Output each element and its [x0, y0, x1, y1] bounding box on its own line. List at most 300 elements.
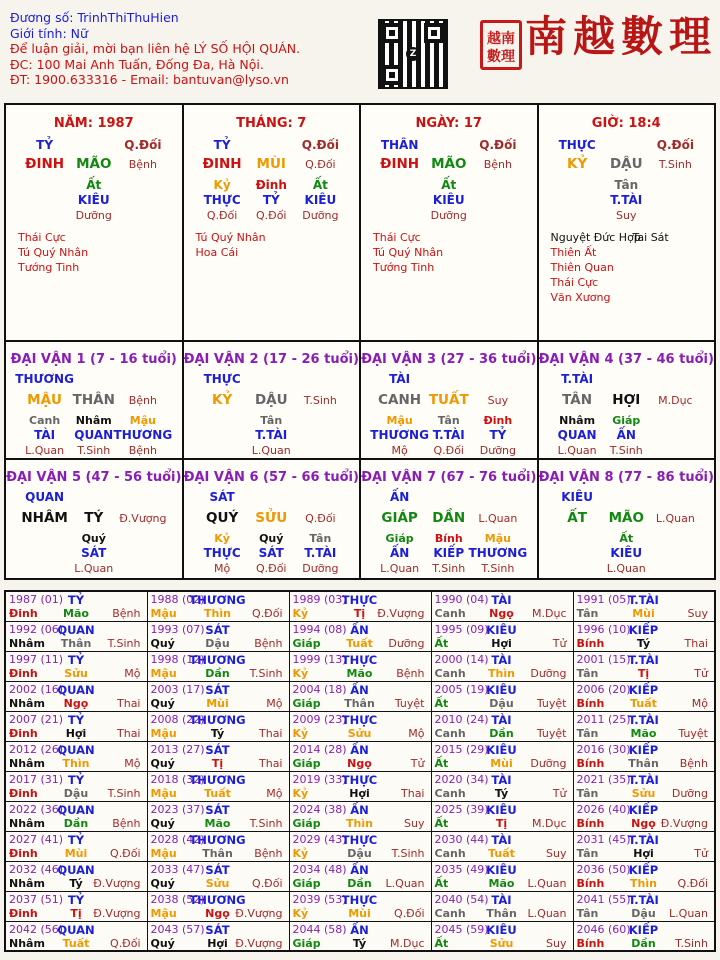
- pillar-star: Thái Cực: [18, 231, 66, 244]
- qr-center-glyph: Z: [406, 47, 420, 61]
- annual-cell[interactable]: [5, 801, 147, 831]
- annual-cell[interactable]: [431, 861, 573, 891]
- year-label: 2005 (19): [434, 682, 489, 696]
- year-state: Đ.Vượng: [93, 906, 141, 920]
- dai-van-cell[interactable]: [184, 460, 362, 578]
- annual-cell[interactable]: [431, 891, 573, 921]
- year-state: Thai: [117, 696, 141, 710]
- year-chi: Ngọ: [631, 816, 656, 830]
- pillar-star: Thái Cực: [373, 231, 421, 244]
- year-label: 1987 (01): [9, 593, 64, 606]
- annual-cell[interactable]: [147, 651, 289, 681]
- year-star: KIÊU: [486, 742, 517, 757]
- annual-cell[interactable]: [573, 891, 715, 921]
- year-star: QUAN: [57, 862, 95, 877]
- year-chi: Dần: [63, 816, 89, 830]
- dai-van-cell[interactable]: [6, 460, 184, 578]
- year-state: Mộ: [266, 696, 283, 710]
- year-label: 2035 (49): [434, 862, 489, 876]
- year-label: 2007 (21): [9, 712, 64, 726]
- annual-cell[interactable]: [289, 741, 431, 771]
- pillar-star: Tai Sát: [632, 231, 669, 244]
- annual-cell[interactable]: [573, 651, 715, 681]
- year-label: 2032 (46): [9, 862, 64, 876]
- year-star: KIẾP: [628, 742, 659, 757]
- annual-cell[interactable]: [289, 711, 431, 741]
- year-state: Q.Đối: [110, 936, 141, 950]
- year-state: T.Sinh: [107, 786, 141, 800]
- dai-van-cell[interactable]: [361, 460, 539, 578]
- year-chi: Mão: [630, 726, 657, 740]
- dai-van-hidden-stem: Giáp: [612, 414, 641, 427]
- annual-cell[interactable]: [573, 591, 715, 621]
- dai-van-hidden-star: KIÊU: [610, 546, 643, 560]
- annual-cell[interactable]: [289, 771, 431, 801]
- year-state: Suy: [404, 816, 425, 830]
- pillar-chi: MÃO: [431, 156, 467, 172]
- pillar-cell[interactable]: [6, 105, 184, 340]
- year-state: Mộ: [124, 666, 141, 680]
- dai-van-hidden-star: THƯƠNG: [113, 428, 173, 442]
- year-state: Đ.Vượng: [377, 607, 425, 620]
- year-chi: Sửu: [64, 666, 88, 680]
- year-chi: Tý: [210, 726, 225, 740]
- year-can: Đinh: [9, 786, 38, 800]
- dai-van-title: ĐẠI VẬN 2 (17 - 26 tuổi): [183, 352, 359, 367]
- year-can: Kỷ: [292, 666, 309, 680]
- year-can: Nhâm: [9, 876, 45, 890]
- year-star: KIẾP: [628, 682, 659, 697]
- year-label: 2024 (38): [292, 802, 347, 816]
- year-can: Kỷ: [292, 906, 309, 920]
- dai-van-star: SÁT: [209, 490, 235, 504]
- annual-cell[interactable]: [289, 591, 431, 621]
- year-chi: Mão: [346, 666, 373, 680]
- year-label: 2041 (55): [576, 892, 631, 906]
- annual-cell[interactable]: [431, 801, 573, 831]
- year-label: 2006 (20): [576, 682, 631, 696]
- year-chi: Dần: [489, 726, 514, 740]
- annual-row: [5, 861, 715, 891]
- year-star: SÁT: [205, 742, 230, 757]
- year-state: Thai: [684, 636, 708, 650]
- dai-van-cell[interactable]: [539, 342, 715, 458]
- annual-cell[interactable]: [5, 621, 147, 651]
- annual-cell[interactable]: [5, 651, 147, 681]
- dai-van-title: ĐẠI VẬN 6 (57 - 66 tuổi): [183, 470, 359, 485]
- dai-van-hidden-state: Dưỡng: [479, 444, 516, 457]
- annual-cell[interactable]: [573, 771, 715, 801]
- pillar-top-state: Q.Đối: [656, 138, 694, 152]
- year-star: ẤN: [350, 862, 369, 877]
- pillar-hidden-star: KIÊU: [432, 193, 465, 207]
- pillar-cell[interactable]: [184, 105, 362, 340]
- year-can: Mậu: [150, 726, 177, 740]
- dai-van-hidden-stem: Quý: [259, 532, 284, 545]
- dai-van-hidden-star: THƯƠNG: [370, 428, 429, 442]
- year-chi: Mão: [488, 876, 515, 890]
- year-star: TÀI: [491, 652, 512, 667]
- dai-van-hidden-stem: Quý: [81, 532, 106, 545]
- year-label: 2014 (28): [292, 742, 347, 756]
- year-chi: Hợi: [491, 636, 512, 650]
- annual-cell[interactable]: [147, 861, 289, 891]
- year-state: M.Dục: [532, 816, 567, 830]
- year-can: Mậu: [150, 607, 177, 620]
- annual-cell[interactable]: [573, 711, 715, 741]
- year-star: KIẾP: [628, 922, 659, 937]
- annual-cell[interactable]: [431, 651, 573, 681]
- year-can: Mậu: [150, 846, 177, 860]
- dai-van-hidden-stem: Tân: [309, 532, 332, 545]
- annual-cell[interactable]: [147, 771, 289, 801]
- year-can: Bính: [576, 876, 605, 890]
- annual-cell[interactable]: [431, 831, 573, 861]
- annual-cell[interactable]: [431, 741, 573, 771]
- annual-cell[interactable]: [147, 831, 289, 861]
- year-chi: Mùi: [64, 846, 88, 860]
- year-chi: Dậu: [347, 846, 372, 860]
- year-state: L.Quan: [527, 906, 567, 920]
- year-chi: Thân: [628, 756, 659, 770]
- year-chi: Hợi: [65, 726, 87, 740]
- pillar-cell[interactable]: [361, 105, 539, 340]
- annual-cell[interactable]: [289, 921, 431, 951]
- pillar-chi: MÙI: [256, 156, 286, 172]
- dai-van-state: M.Dục: [658, 394, 693, 407]
- year-state: Tuyệt: [536, 726, 567, 740]
- dai-van-title: ĐẠI VẬN 8 (77 - 86 tuổi): [538, 470, 714, 485]
- annual-cell[interactable]: [573, 741, 715, 771]
- year-can: Quý: [150, 696, 175, 710]
- year-star: TÀI: [491, 593, 512, 607]
- year-chi: Mão: [204, 816, 231, 830]
- pillar-top-star: THỰC: [558, 138, 596, 152]
- year-state: Đ.Vượng: [235, 936, 283, 950]
- person-name: Đương số: TrinhThiThuHien: [10, 10, 179, 25]
- pillar-hidden-state: Dưỡng: [302, 209, 339, 222]
- year-star: SÁT: [205, 922, 230, 937]
- annual-row: [5, 591, 715, 621]
- annual-cell[interactable]: [147, 681, 289, 711]
- dai-van-hidden-stem: Nhâm: [75, 414, 112, 427]
- dai-van-can: TÂN: [562, 392, 593, 408]
- year-state: Mộ: [691, 696, 708, 710]
- dai-van-state: Q.Đối: [305, 512, 336, 525]
- dai-van-hidden-star: T.TÀI: [304, 546, 337, 560]
- annual-cell[interactable]: [431, 771, 573, 801]
- year-chi: Tuất: [62, 936, 90, 950]
- year-label: 2019 (33): [292, 772, 347, 786]
- annual-cell[interactable]: [289, 831, 431, 861]
- year-label: 1992 (06): [9, 622, 64, 636]
- dai-van-state: Bệnh: [128, 394, 158, 407]
- annual-cell[interactable]: [5, 681, 147, 711]
- annual-cell[interactable]: [147, 921, 289, 951]
- pillar-top-star: THÂN: [380, 138, 419, 152]
- dai-van-cell[interactable]: [361, 342, 539, 458]
- year-label: 1994 (08): [292, 622, 347, 636]
- year-star: TỶ: [67, 652, 85, 667]
- dai-van-title: ĐẠI VẬN 5 (47 - 56 tuổi): [6, 470, 182, 485]
- annual-cell[interactable]: [573, 681, 715, 711]
- annual-cell[interactable]: [5, 831, 147, 861]
- year-star: KIẾP: [628, 862, 659, 877]
- year-label: 2036 (50): [576, 862, 631, 876]
- annual-row: [5, 711, 715, 741]
- year-chi: Tuất: [204, 786, 231, 800]
- annual-cell[interactable]: [289, 621, 431, 651]
- year-can: Kỷ: [292, 726, 309, 740]
- contact-note: Để luận giải, mời bạn liên hệ LÝ SỐ HỘI QUÁN.: [10, 41, 301, 56]
- year-state: Tử: [410, 756, 425, 770]
- year-star: TỶ: [67, 593, 85, 607]
- annual-row: [5, 651, 715, 681]
- year-can: Bính: [576, 636, 605, 650]
- dai-van-can: ẤT: [567, 510, 587, 526]
- annual-cell[interactable]: [289, 801, 431, 831]
- year-can: Bính: [576, 756, 605, 770]
- annual-row: [5, 891, 715, 921]
- annual-cell[interactable]: [573, 861, 715, 891]
- year-state: Tử: [552, 786, 567, 800]
- svg-text:數理: 數理: [487, 49, 515, 65]
- annual-cell[interactable]: [147, 801, 289, 831]
- annual-cell[interactable]: [289, 861, 431, 891]
- year-chi: Tị: [495, 816, 508, 830]
- year-state: Q.Đối: [110, 846, 141, 860]
- address: ĐC: 100 Mai Anh Tuấn, Đống Đa, Hà Nội.: [10, 56, 264, 72]
- annual-cell[interactable]: [5, 861, 147, 891]
- year-label: 2010 (24): [434, 712, 489, 726]
- year-can: Bính: [576, 936, 605, 950]
- year-star: KIÊU: [486, 622, 517, 637]
- dai-van-hidden-state: T.Sinh: [432, 562, 466, 575]
- year-can: Giáp: [292, 756, 321, 770]
- year-state: Tử: [552, 636, 567, 650]
- pillar-chi-state: Q.Đối: [305, 158, 336, 171]
- year-label: 2030 (44): [434, 832, 489, 846]
- year-state: Mộ: [124, 756, 141, 770]
- year-star: SÁT: [205, 622, 230, 637]
- dai-van-title: ĐẠI VẬN 7 (67 - 76 tuổi): [361, 470, 537, 485]
- annual-row: [5, 681, 715, 711]
- pillar-title: NGÀY: 17: [415, 116, 482, 131]
- dai-van-cell[interactable]: [184, 342, 362, 458]
- year-can: Tân: [576, 906, 599, 920]
- dai-van-hidden-stem: Canh: [29, 414, 61, 427]
- year-chi: Mùi: [348, 906, 371, 920]
- year-label: 2034 (48): [292, 862, 347, 876]
- annual-cell[interactable]: [573, 921, 715, 951]
- dai-van-chi: THÂN: [72, 392, 115, 408]
- year-state: L.Quan: [527, 876, 567, 890]
- pillar-cell[interactable]: [539, 105, 715, 340]
- annual-cell[interactable]: [5, 711, 147, 741]
- dai-van-hidden-state: Mộ: [213, 562, 231, 575]
- annual-cell[interactable]: [147, 891, 289, 921]
- annual-cell[interactable]: [289, 681, 431, 711]
- year-star: QUAN: [57, 922, 95, 937]
- year-star: KIẾP: [628, 802, 659, 817]
- year-label: 2027 (41): [9, 832, 64, 846]
- annual-cell[interactable]: [5, 921, 147, 951]
- year-label: 2022 (36): [9, 802, 64, 816]
- year-chi: Hợi: [207, 936, 228, 950]
- year-state: Đ.Vượng: [660, 816, 708, 830]
- pillar-can: ĐINH: [380, 156, 420, 172]
- pillar-chi-state: Bệnh: [483, 158, 513, 171]
- year-chi: Thân: [344, 696, 375, 710]
- annual-cell[interactable]: [5, 591, 147, 621]
- year-state: Bệnh: [112, 816, 141, 830]
- annual-cell[interactable]: [431, 681, 573, 711]
- year-star: T.TÀI: [628, 892, 659, 907]
- annual-cell[interactable]: [147, 621, 289, 651]
- dai-van-hidden-state: L.Quan: [74, 562, 114, 575]
- year-can: Nhâm: [9, 936, 45, 950]
- dai-van-hidden-state: Q.Đối: [256, 562, 287, 575]
- annual-cell[interactable]: [5, 741, 147, 771]
- pillar-hidden-stem: Đinh: [255, 178, 287, 192]
- annual-cell[interactable]: [5, 771, 147, 801]
- year-chi: Tý: [69, 876, 83, 890]
- pillar-hidden-star: THỰC: [203, 193, 241, 207]
- year-chi: Dần: [347, 876, 372, 890]
- year-label: 2037 (51): [9, 892, 64, 906]
- pillar-star: Tướng Tinh: [373, 261, 435, 274]
- year-state: Dưỡng: [530, 666, 567, 680]
- annual-cell[interactable]: [573, 621, 715, 651]
- year-state: T.Sinh: [675, 936, 708, 950]
- year-state: Q.Đối: [252, 876, 283, 890]
- year-star: THỰC: [341, 593, 378, 607]
- year-label: 2046 (60): [576, 922, 631, 936]
- year-label: 2000 (14): [434, 652, 489, 666]
- pillar-hidden-state: Q.Đối: [206, 209, 238, 222]
- year-star: TÀI: [491, 772, 512, 787]
- dai-van-hidden-state: L.Quan: [251, 444, 291, 457]
- year-can: Kỷ: [292, 607, 309, 620]
- dai-van-star: T.TÀI: [561, 372, 594, 386]
- year-label: 2029 (43): [292, 832, 347, 846]
- year-label: 1995 (09): [434, 622, 489, 636]
- annual-cell[interactable]: [431, 591, 573, 621]
- annual-cell[interactable]: [289, 891, 431, 921]
- year-chi: Tý: [494, 786, 509, 800]
- year-label: 2004 (18): [292, 682, 347, 696]
- annual-cell[interactable]: [573, 801, 715, 831]
- annual-row: [5, 831, 715, 861]
- qr-code[interactable]: [378, 19, 448, 89]
- dai-van-title: ĐẠI VẬN 1 (7 - 16 tuổi): [10, 352, 177, 367]
- year-star: TÀI: [491, 832, 512, 847]
- dai-van-star: QUAN: [25, 490, 65, 504]
- dai-van-state: Đ.Vượng: [119, 512, 167, 525]
- year-can: Đinh: [9, 607, 38, 620]
- year-star: THỰC: [341, 712, 378, 727]
- year-star: KIÊU: [486, 862, 517, 877]
- annual-cell[interactable]: [5, 891, 147, 921]
- year-star: THƯƠNG: [189, 832, 246, 847]
- year-chi: Tuất: [488, 846, 515, 860]
- dai-van-cell[interactable]: [6, 342, 184, 458]
- year-can: Nhâm: [9, 756, 45, 770]
- year-state: L.Quan: [385, 876, 425, 890]
- red-seal: [480, 20, 522, 70]
- dai-van-hidden-stem: Mậu: [386, 414, 413, 427]
- svg-text:越南: 越南: [487, 31, 515, 47]
- dai-van-hidden-state: Dưỡng: [302, 562, 339, 575]
- year-state: Thai: [117, 726, 141, 740]
- year-state: L.Quan: [669, 906, 708, 920]
- year-star: ẤN: [350, 922, 369, 937]
- year-can: Nhâm: [9, 636, 45, 650]
- year-star: ẤN: [350, 622, 369, 637]
- year-chi: Tuất: [346, 636, 373, 650]
- year-star: QUAN: [57, 742, 95, 757]
- dai-van-hidden-state: T.Sinh: [609, 444, 643, 457]
- dai-van-hidden-star: TÀI: [34, 428, 56, 442]
- annual-cell[interactable]: [431, 921, 573, 951]
- dai-van-chi: SỬU: [255, 510, 288, 526]
- annual-cell[interactable]: [147, 741, 289, 771]
- year-star: THƯƠNG: [189, 712, 246, 727]
- year-state: Suy: [546, 846, 567, 860]
- pillar-hidden-stem: Ất: [312, 178, 328, 192]
- year-star: TÀI: [491, 712, 512, 727]
- annual-cell[interactable]: [573, 831, 715, 861]
- annual-cell[interactable]: [147, 711, 289, 741]
- dai-van-hidden-stem: Mậu: [484, 532, 511, 545]
- year-state: M.Dục: [532, 607, 567, 620]
- year-label: 2040 (54): [434, 892, 489, 906]
- annual-row: [5, 771, 715, 801]
- annual-row: [5, 741, 715, 771]
- year-star: THỰC: [341, 772, 378, 787]
- dai-van-hidden-stem: Nhâm: [559, 414, 596, 427]
- dai-van-hidden-state: L.Quan: [380, 562, 420, 575]
- pillar-star: Tú Quý Nhân: [18, 246, 89, 259]
- year-can: Canh: [434, 607, 466, 620]
- dai-van-hidden-star: QUAN: [557, 428, 597, 442]
- dai-van-hidden-star: T.TÀI: [432, 428, 465, 442]
- pillar-can: KỶ: [566, 156, 588, 172]
- year-can: Kỷ: [292, 786, 309, 800]
- chart-grid: [4, 103, 716, 580]
- year-can: Quý: [150, 936, 175, 950]
- annual-cell[interactable]: [147, 591, 289, 621]
- dai-van-cell[interactable]: [539, 460, 715, 578]
- year-label: 2028 (42): [150, 832, 205, 846]
- year-star: THỰC: [341, 892, 378, 907]
- dai-van-star: ẤN: [389, 490, 410, 504]
- year-label: 1993 (07): [150, 622, 205, 636]
- year-label: 1991 (05): [576, 593, 631, 606]
- annual-cell[interactable]: [289, 651, 431, 681]
- annual-cell[interactable]: [431, 711, 573, 741]
- year-state: Bệnh: [112, 607, 141, 620]
- year-chi: Thìn: [488, 666, 515, 680]
- year-star: TỶ: [67, 772, 85, 787]
- header-info: [10, 10, 300, 88]
- dai-van-hidden-star: KIẾP: [433, 546, 465, 560]
- annual-cell[interactable]: [431, 621, 573, 651]
- year-chi: Mùi: [206, 696, 229, 710]
- dai-van-can: KỶ: [211, 392, 233, 408]
- year-state: Q.Đối: [252, 607, 283, 620]
- pillar-chi: DẬU: [609, 156, 643, 172]
